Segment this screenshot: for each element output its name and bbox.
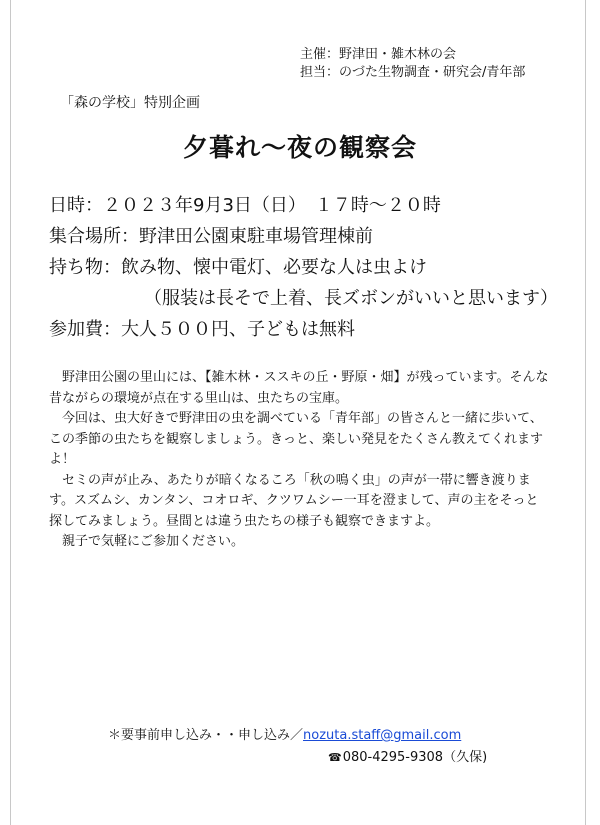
event-details — [49, 190, 558, 345]
intro-paragraph: 親子で気軽にご参加ください。 — [62, 534, 245, 549]
event-date: 日時：２０２３年9月3日（日） １７時〜２０時 — [49, 195, 441, 216]
intro-paragraph: 今回は、虫大好きで野津田の虫を調べている「青年部」の皆さんと一緒に歩いて、この季節の虫たちを観察しましょう。きっと、楽しい発見をたくさん教えてくれますよ！ — [49, 411, 544, 467]
intro-paragraph: 野津田公園の里山には、【雑木林・ススキの丘・野原・畑】が残っています。そんな昔ながらの環境が点在する里山は、虫たちの宝庫。 — [49, 370, 549, 406]
participation-fee: 参加費：大人５００円、子どもは無料 — [49, 319, 355, 340]
contact-phone — [328, 746, 487, 765]
organizer-line: 主催：野津田・雑木林の会 — [300, 47, 457, 62]
intro-paragraph: セミの声が止み、あたりが暗くなるころ「秋の鳴く虫」の声が一帯に響き渡ります。スズムシ、カンタン、コオロギ、クツワムシー一耳を澄まして、声の主をそっと探してみましょう。昼間とは違う虫たちの様子も観察できますよ。 — [49, 472, 539, 529]
staff-line: 担当：のづた生物調査・研究会/青年部 — [300, 65, 526, 80]
phone-icon: ☎ — [328, 751, 342, 764]
intro-text — [49, 368, 549, 553]
phone-number: 080-4295-9308（久保) — [342, 750, 488, 765]
contact-email-link[interactable]: nozuta.staff@gmail.com — [303, 728, 462, 743]
application-line — [108, 724, 461, 743]
items-to-bring: 持ち物：飲み物、懐中電灯、必要な人は虫よけ — [49, 257, 427, 278]
sponsor-block — [300, 46, 525, 82]
meeting-place: 集合場所：野津田公園東駐車場管理棟前 — [49, 226, 373, 247]
clothing-note: （服装は長そで上着、長ズボンがいいと思います） — [144, 288, 558, 309]
event-series-label: 「森の学校」特別企画 — [60, 95, 200, 111]
page-border-left — [10, 0, 11, 825]
event-title: 夕暮れ〜夜の観察会 — [182, 133, 417, 162]
page-border-right — [585, 0, 586, 825]
application-label: ＊要事前申し込み・・申し込み／ — [108, 728, 304, 743]
